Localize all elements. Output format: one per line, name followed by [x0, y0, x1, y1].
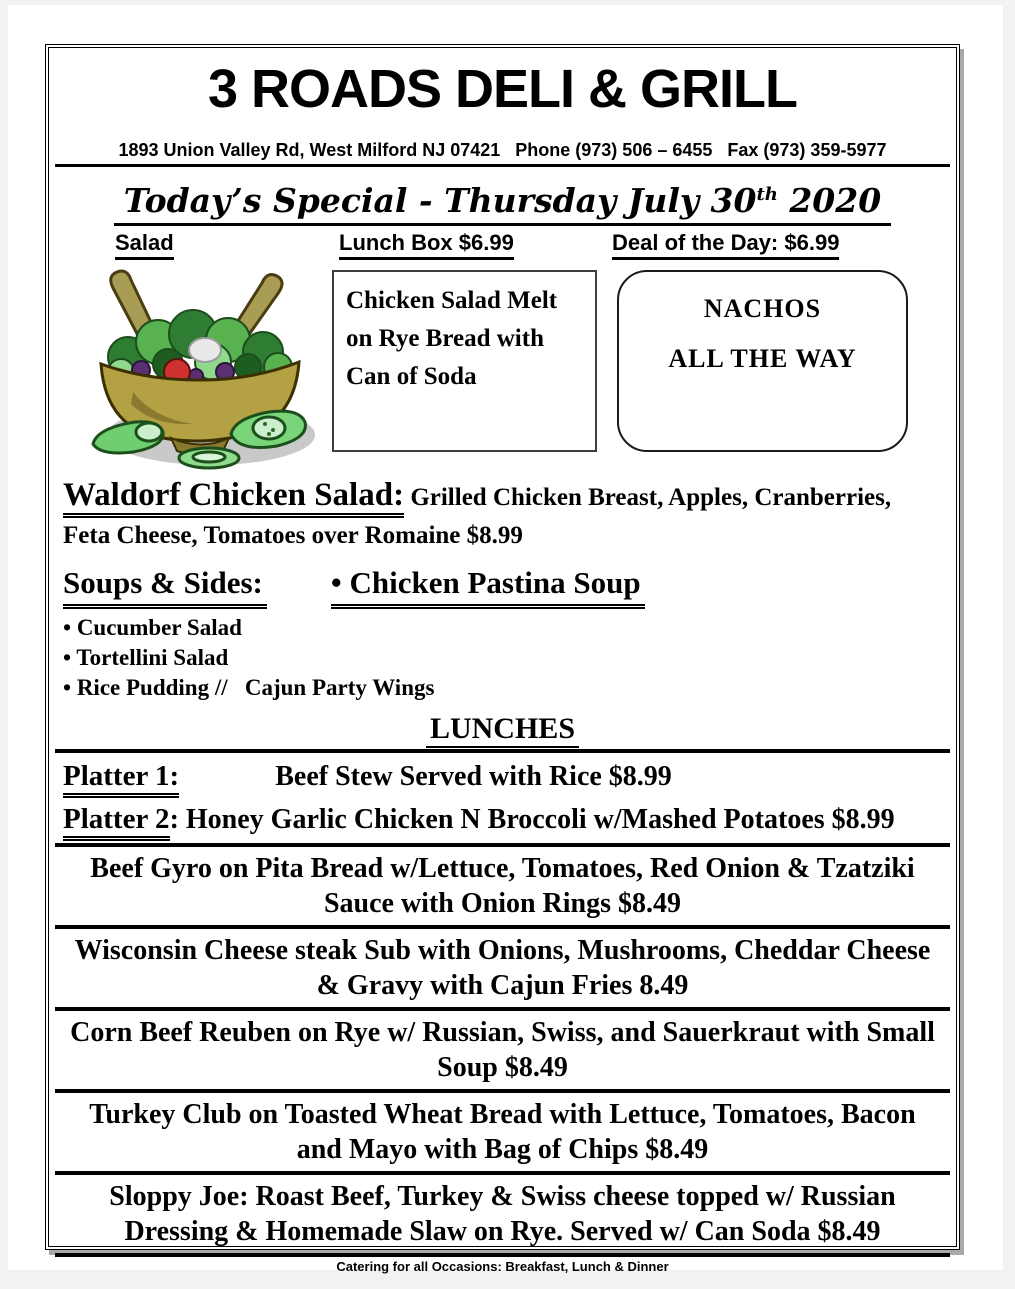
waldorf-heading: Waldorf Chicken Salad:	[63, 477, 404, 518]
lunch-row: Corn Beef Reuben on Rye w/ Russian, Swiss, and Sauerkraut with Small Soup $8.49	[70, 1017, 935, 1083]
deal-text-line: ALL THE WAY	[668, 344, 857, 373]
divider	[55, 1253, 950, 1257]
specials-section	[63, 230, 942, 470]
soups-sides-heading: Soups & Sides:	[63, 563, 267, 609]
menu-frame	[45, 44, 960, 1274]
special-year: 2020	[777, 181, 882, 220]
platter-2-row	[63, 798, 942, 841]
special-text: Today’s Special - Thursday July 30	[123, 181, 757, 220]
salad-column-label: Salad	[115, 230, 174, 260]
lunch-box-text-line: Chicken Salad Melt	[346, 287, 558, 314]
catering-footer: Catering for all Occasions: Breakfast, Lunch & Dinner	[336, 1259, 669, 1274]
page-title: 3 ROADS DELI & GRILL	[207, 59, 798, 119]
divider	[55, 843, 950, 847]
lunches-heading: LUNCHES	[426, 712, 579, 751]
lunch-box-text-line: Can of Soda	[346, 363, 477, 390]
lunch-box-card	[332, 270, 597, 452]
address-line: 1893 Union Valley Rd, West Milford NJ 07421 Phone (973) 506 – 6455 Fax (973) 359-5977	[55, 138, 950, 167]
divider	[55, 925, 950, 929]
deal-of-the-day-card	[617, 270, 908, 452]
lunch-box-text-line: on Rye Bread with	[346, 325, 544, 352]
divider	[55, 1171, 950, 1175]
sides-list	[63, 613, 942, 703]
salad-bowl-icon	[73, 272, 325, 470]
lunch-row: Wisconsin Cheese steak Sub with Onions, Mushrooms, Cheddar Cheese & Gravy with Cajun Fries 8.49	[74, 935, 931, 1001]
soups-sides-row	[63, 563, 942, 609]
waldorf-salad-item	[63, 476, 942, 555]
special-ordinal: th	[756, 184, 778, 205]
todays-special-heading	[114, 175, 891, 226]
deal-text-line: NACHOS	[703, 294, 822, 323]
side-item: • Tortellini Salad	[63, 643, 942, 673]
deal-column-label: Deal of the Day: $6.99	[612, 230, 839, 260]
featured-soup: • Chicken Pastina Soup	[331, 563, 645, 609]
platter-1-text: Beef Stew Served with Rice $8.99	[275, 761, 672, 792]
lunch-row: Sloppy Joe: Roast Beef, Turkey & Swiss cheese topped w/ Russian Dressing & Homemade Slaw on Rye. Served w/ Can Soda $8.49	[109, 1181, 896, 1247]
divider	[55, 1089, 950, 1093]
side-item: • Cucumber Salad	[63, 613, 942, 643]
platter-1-label: Platter 1:	[63, 760, 179, 798]
todays-special-row	[63, 175, 942, 226]
lunches-heading-row	[63, 711, 942, 747]
lunch-row: Turkey Club on Toasted Wheat Bread with Lettuce, Tomatoes, Bacon and Mayo with Bag of Chips $8.49	[89, 1099, 916, 1165]
platter-1-row	[63, 755, 942, 798]
lunch-box-column-label: Lunch Box $6.99	[339, 230, 514, 260]
side-item: • Rice Pudding // Cajun Party Wings	[63, 673, 942, 703]
waldorf-description: Grilled Chicken Breast, Apples, Cranberries, Feta Cheese, Tomatoes over Romaine $8.99	[63, 484, 892, 549]
lunch-row: Beef Gyro on Pita Bread w/Lettuce, Tomatoes, Red Onion & Tzatziki Sauce with Onion Rings $8.49	[90, 853, 915, 919]
platter-2-label: Platter 2	[63, 803, 170, 841]
divider	[55, 1007, 950, 1011]
menu-page	[8, 5, 1003, 1274]
platter-2-text: : Honey Garlic Chicken N Broccoli w/Mashed Potatoes $8.99	[169, 804, 895, 835]
